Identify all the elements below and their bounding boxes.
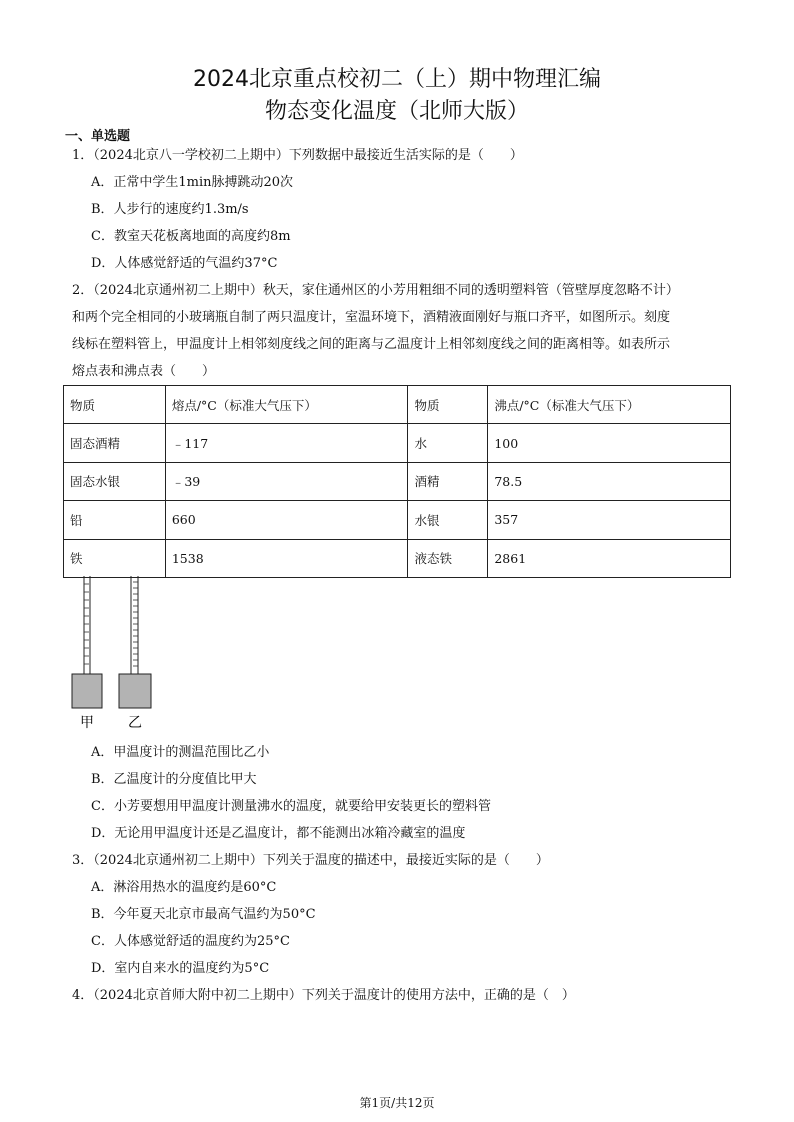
table-cell: 铁: [64, 539, 166, 577]
table-header-row: [64, 386, 731, 424]
question-2-option-c: C．小芳要想用甲温度计测量沸水的温度，就要给甲安装更长的塑料管: [91, 799, 491, 814]
section-heading: 一、单选题: [65, 129, 131, 144]
question-2-stem-line2: 和两个完全相同的小玻璃瓶自制了两只温度计，室温环境下，酒精液面刚好与瓶口齐平，如图所示。刻度: [72, 310, 671, 325]
table-cell: 78.5: [488, 462, 731, 500]
document-title-line2: 物态变化温度（北师大版）: [264, 99, 529, 124]
question-3-option-c: C．人体感觉舒适的温度约为25°C: [91, 934, 290, 949]
question-1-option-c: C．教室天花板离地面的高度约8m: [91, 229, 291, 244]
table-header-cell: 沸点/°C（标准大气压下）: [488, 386, 731, 424]
question-3-option-b: B．今年夏天北京市最高气温约为50°C: [91, 907, 316, 922]
question-1-option-a: A．正常中学生1min脉搏跳动20次: [91, 175, 294, 190]
table-row: [64, 539, 731, 577]
table-cell: 660: [165, 501, 408, 539]
table-cell: 铅: [64, 501, 166, 539]
table-header-cell: 物质: [408, 386, 488, 424]
table-cell: 液态铁: [408, 539, 488, 577]
table-cell: 1538: [165, 539, 408, 577]
label-jia: 甲: [80, 715, 94, 731]
table-header-cell: 熔点/°C（标准大气压下）: [165, 386, 408, 424]
label-yi: 乙: [128, 715, 142, 731]
table-row: [64, 501, 731, 539]
table-cell: ﹣39: [165, 462, 408, 500]
question-1-stem: 1．（2024北京八一学校初二上期中）下列数据中最接近生活实际的是（ ）: [72, 148, 523, 163]
thermometer-yi: [119, 576, 151, 708]
table-cell: 2861: [488, 539, 731, 577]
melting-boiling-point-table: [63, 385, 731, 578]
thermometer-figure: [60, 576, 170, 736]
table-cell: 水: [408, 424, 488, 462]
question-2-stem-line1: 2．（2024北京通州初二上期中）秋天，家住通州区的小芳用粗细不同的透明塑料管（管壁厚度忽略不计）: [72, 283, 679, 298]
table-cell: 100: [488, 424, 731, 462]
question-3-option-d: D．室内自来水的温度约为5°C: [91, 961, 270, 976]
question-1-option-b: B．人步行的速度约1.3m/s: [91, 202, 249, 217]
question-3-stem: 3．（2024北京通州初二上期中）下列关于温度的描述中，最接近实际的是（ ）: [72, 853, 549, 868]
document-title-line1: 2024北京重点校初二（上）期中物理汇编: [193, 67, 601, 92]
question-3-option-a: A．淋浴用热水的温度约是60°C: [91, 880, 277, 895]
question-2-stem-line3: 线标在塑料管上，甲温度计上相邻刻度线之间的距离与乙温度计上相邻刻度线之间的距离相等。如表所示: [72, 337, 671, 352]
page-footer: 第1页/共12页: [359, 1096, 435, 1110]
question-2-option-b: B．乙温度计的分度值比甲大: [91, 772, 257, 787]
table-cell: ﹣117: [165, 424, 408, 462]
table-row: [64, 424, 731, 462]
table-row: [64, 462, 731, 500]
thermometer-jia: [72, 576, 102, 708]
table-cell: 357: [488, 501, 731, 539]
table-cell: 固态水银: [64, 462, 166, 500]
question-2-option-d: D．无论用甲温度计还是乙温度计，都不能测出冰箱冷藏室的温度: [91, 826, 466, 841]
table-header-cell: 物质: [64, 386, 166, 424]
table-cell: 水银: [408, 501, 488, 539]
question-4-stem: 4．（2024北京首师大附中初二上期中）下列关于温度计的使用方法中，正确的是（ ）: [72, 988, 575, 1003]
table-cell: 酒精: [408, 462, 488, 500]
question-1-option-d: D．人体感觉舒适的气温约37°C: [91, 256, 278, 271]
question-2-stem-line4: 熔点表和沸点表（ ）: [72, 364, 216, 379]
table-cell: 固态酒精: [64, 424, 166, 462]
question-2-option-a: A．甲温度计的测温范围比乙小: [91, 745, 270, 760]
